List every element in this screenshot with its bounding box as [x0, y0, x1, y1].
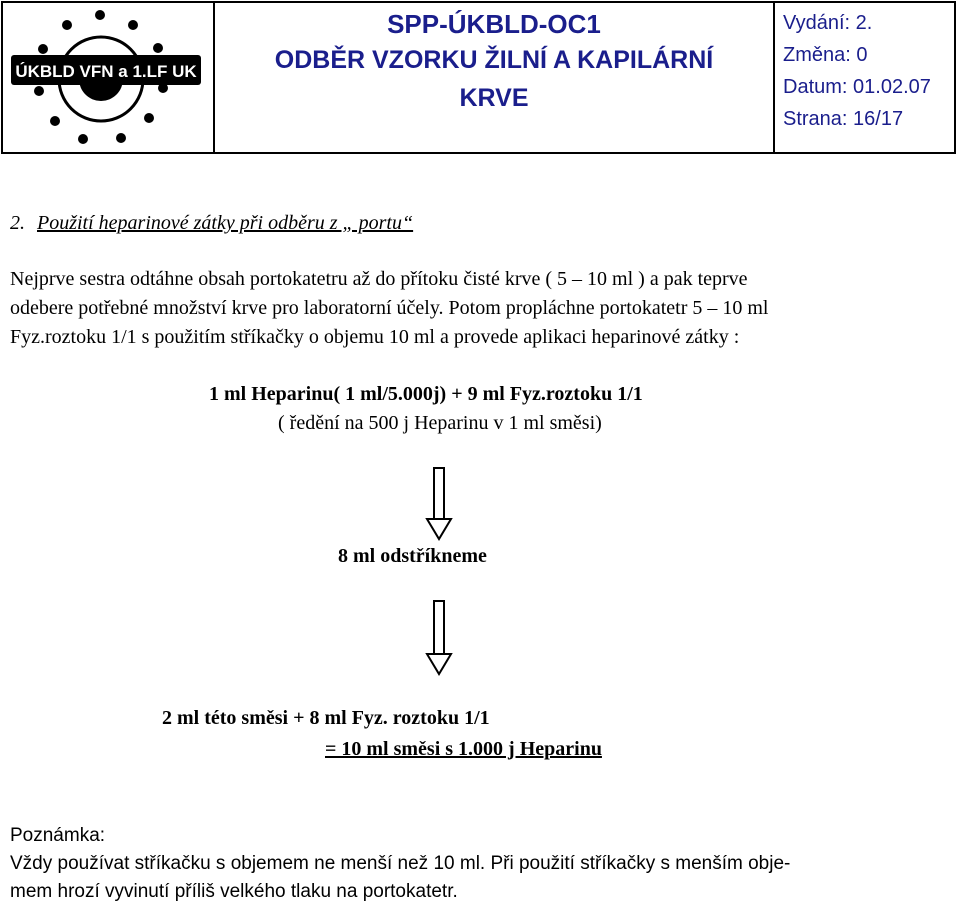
down-arrow-icon [424, 467, 454, 541]
instructions-paragraph [10, 265, 950, 352]
paragraph-line: Nejprve sestra odtáhne obsah portokatetru až do přítoku čisté krve ( 5 – 10 ml ) a pak teprve [10, 268, 748, 290]
final-result: = 10 ml směsi s 1.000 j Heparinu [325, 738, 602, 760]
date-label: Datum: 01.02.07 [783, 76, 931, 98]
revision-info-cell [773, 3, 954, 152]
section-number: 2. [10, 212, 25, 234]
note-label: Poznámka: [10, 825, 106, 846]
document-code: SPP-ÚKBLD-OC1 [387, 9, 601, 39]
down-arrow-icon [424, 600, 454, 676]
paragraph-line: odebere potřebné množství krve pro laboratorní účely. Potom propláchne portokatetr 5 – 10 ml [10, 297, 769, 319]
paragraph-line: Fyz.roztoku 1/1 s použitím stříkačky o objemu 10 ml a provede aplikaci heparinové zátky : [10, 326, 740, 348]
final-mix-formula: 2 ml této směsi + 8 ml Fyz. roztoku 1/1 [162, 707, 490, 729]
note-line: Vždy používat stříkačku s objemem ne menší než 10 ml. Při použití stříkačky s menším obje- [10, 853, 791, 874]
discard-step: 8 ml odstříkneme [338, 545, 487, 567]
section-title: Použití heparinové zátky při odběru z „ portu“ [37, 212, 414, 234]
document-title-line1: ODBĚR VZORKU ŽILNÍ A KAPILÁRNÍ [274, 46, 714, 74]
institution-logo [3, 3, 209, 152]
document-header [1, 1, 956, 154]
page-label: Strana: 16/17 [783, 108, 904, 130]
mix-dilution-note: ( ředění na 500 j Heparinu v 1 ml směsi) [278, 412, 602, 434]
note-line: mem hrozí vyvinutí příliš velkého tlaku na portokatetr. [10, 881, 458, 902]
edition-label: Vydání: 2. [783, 12, 873, 34]
mix-formula: 1 ml Heparinu( 1 ml/5.000j) + 9 ml Fyz.roztoku 1/1 [209, 383, 643, 405]
logo-text: ÚKBLD VFN a 1.LF UK [15, 62, 197, 81]
document-title-line2: KRVE [459, 84, 529, 112]
logo-cell [3, 3, 213, 152]
note-section [10, 822, 950, 906]
change-label: Změna: 0 [783, 44, 868, 66]
title-cell [213, 3, 773, 152]
section-heading [10, 212, 413, 235]
